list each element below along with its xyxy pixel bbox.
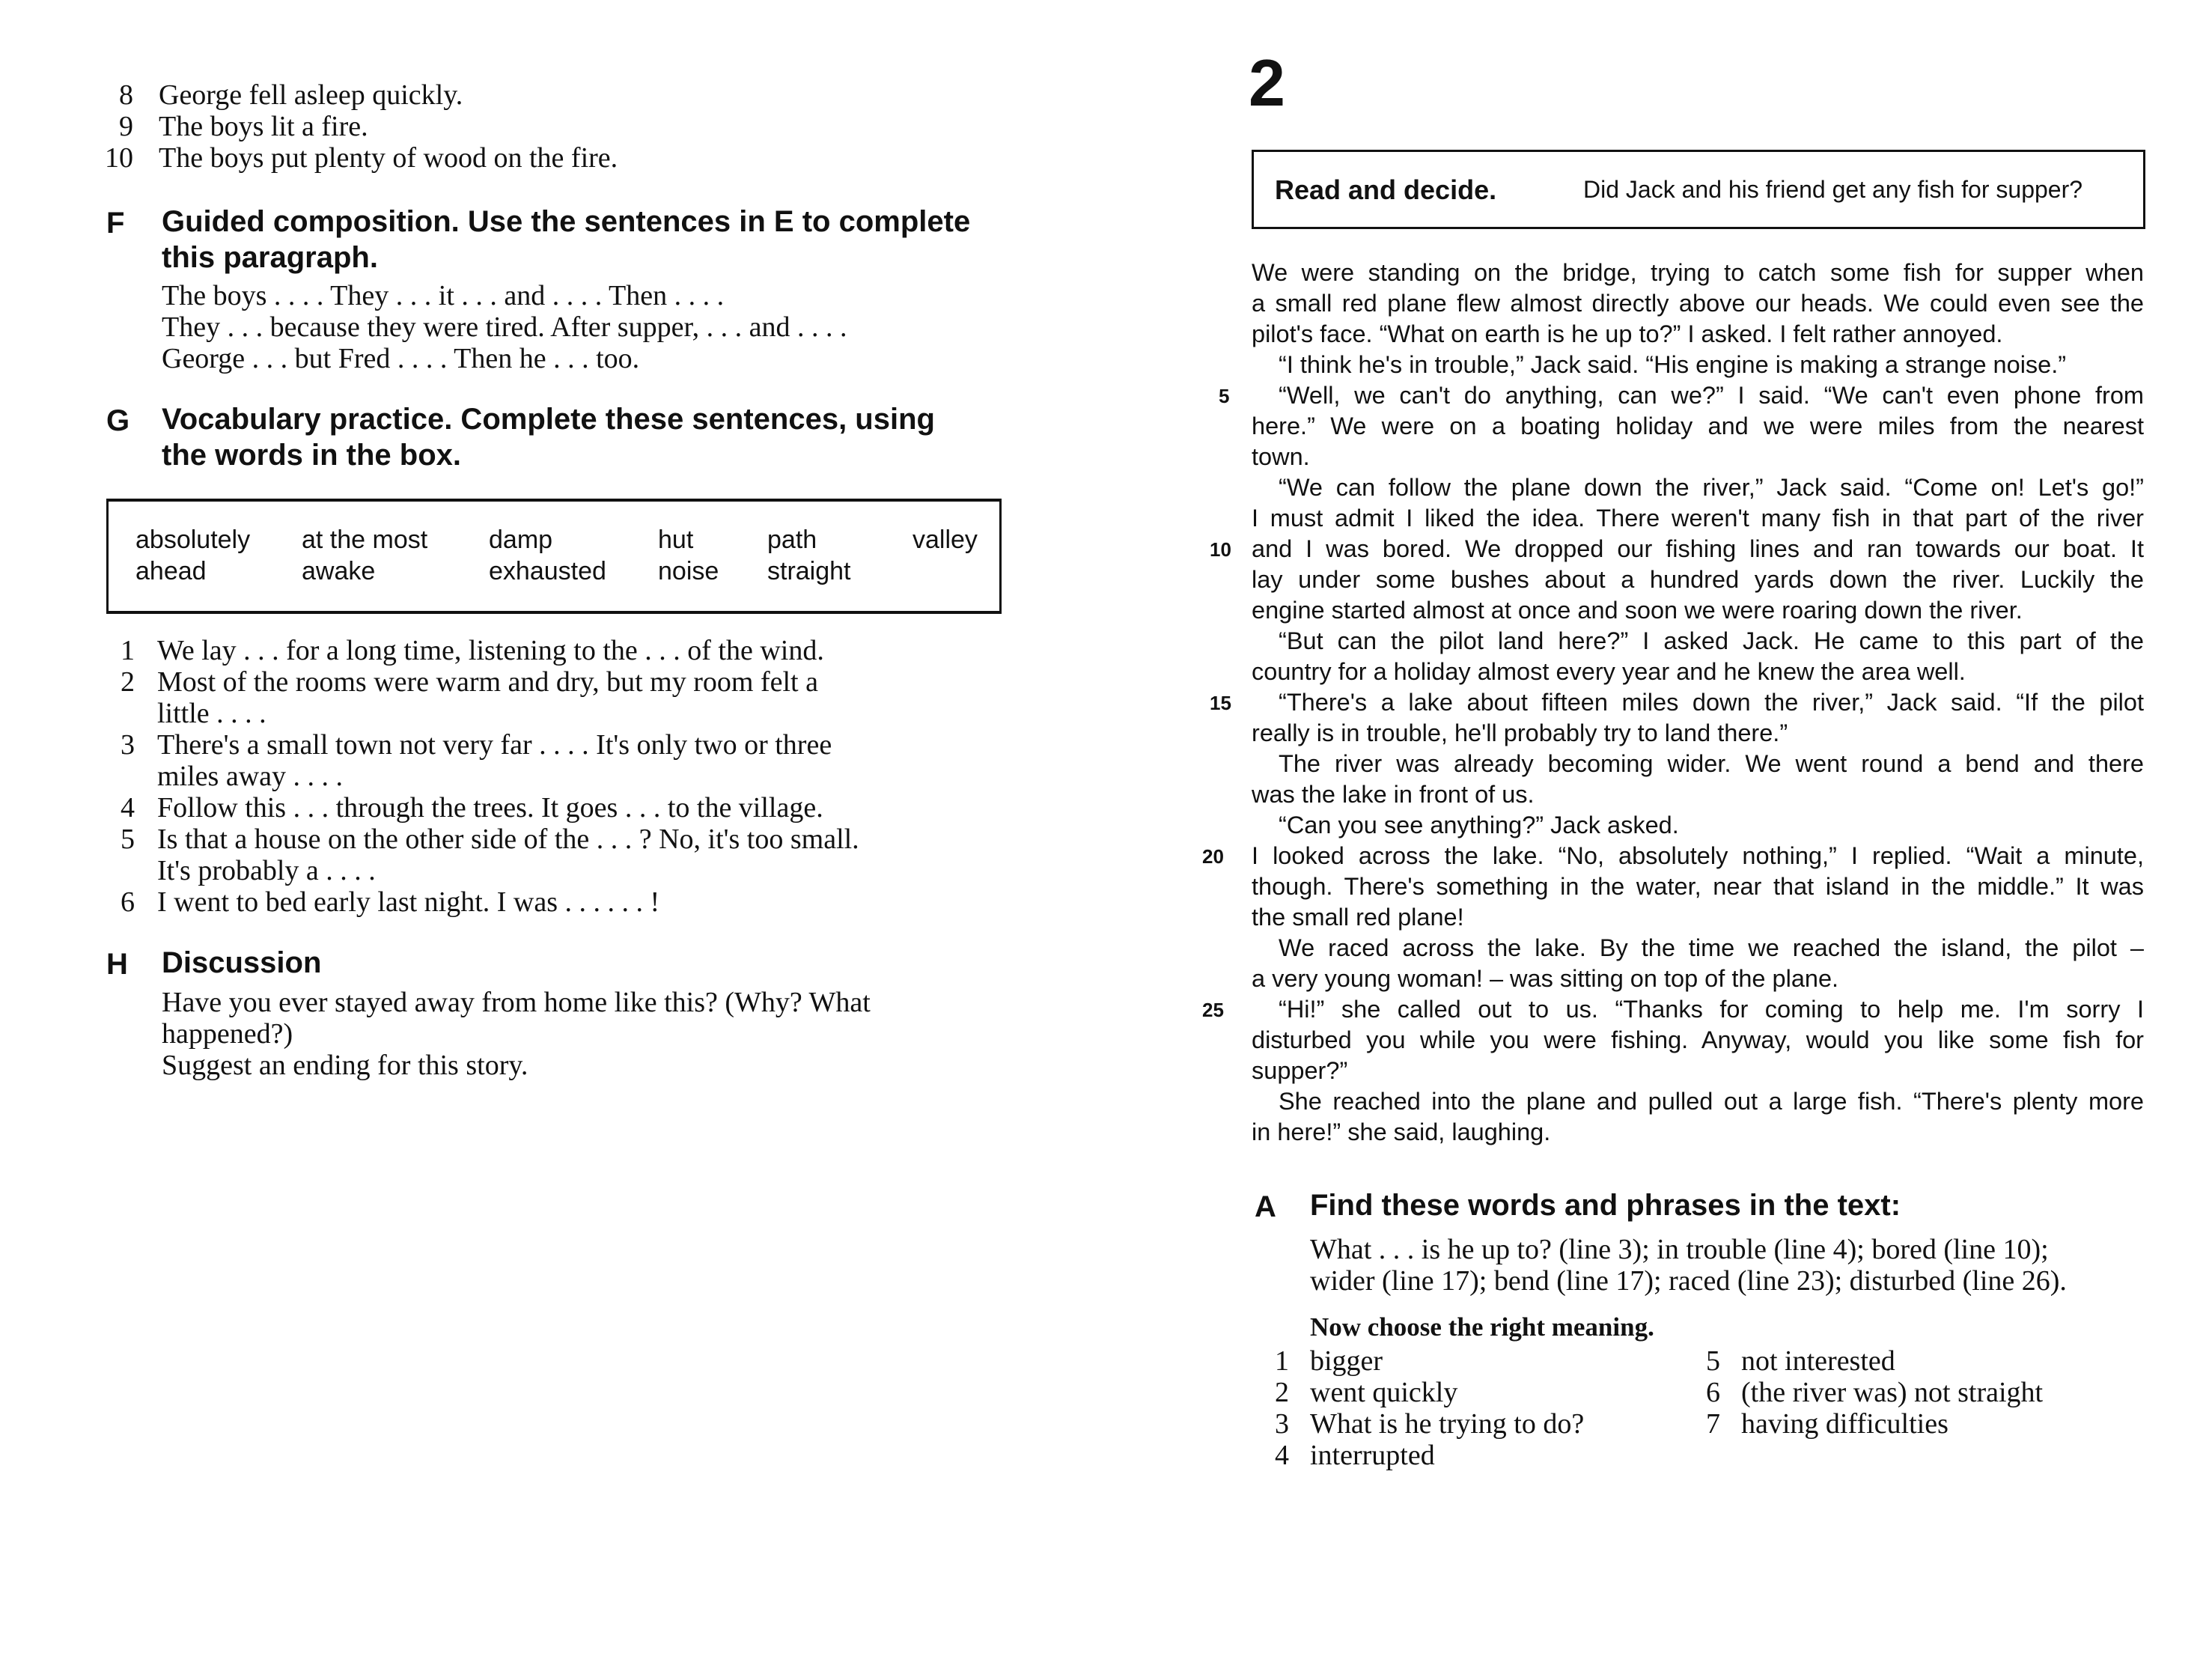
read-and-decide-label: Read and decide. bbox=[1275, 174, 1497, 205]
section-letter-g: G bbox=[106, 404, 130, 437]
item-number: 10 bbox=[105, 142, 133, 174]
vocab-word: ahead bbox=[135, 557, 207, 585]
story-line: pilot's face. “What on earth is he up to?” I asked. I felt rather annoyed. bbox=[1252, 320, 2003, 347]
line-number: 5 bbox=[1219, 385, 1230, 407]
story-line: We raced across the lake. By the time we reached the island, the pilot – bbox=[1279, 934, 2144, 961]
line-number: 10 bbox=[1210, 538, 1231, 561]
story-line: engine started almost at once and soon we were roaring down the river. bbox=[1252, 597, 2023, 624]
meaning-number: 1 bbox=[1275, 1345, 1289, 1377]
unit-number: 2 bbox=[1249, 46, 1285, 120]
left-page: 8 George fell asleep quickly. 9 The boys lit a fire. 10 The boys put plenty of wood on the fire. F Guided composition. Use the sentences in E to complete this paragraph. The boys . . . . They . . . it . . . and . . . . Then . . . . They . . . because they were tired. After supper, . . . and . . . . George . . . but Fred . . . . Then he . . . too. G Vocabulary practice. Complete these sentences, using the words in the box. absolutely at the most damp hut path valley ahead awake exhausted noise straight 1 We lay . . . for a long time, listening to the . . . of the wind. 2 Most of the rooms were warm and dry, but my room felt a little . . . . 3 There's a small town not very far . . . . It's only two or three miles away . . . . 4 Follow this . . . through the trees. It goes . . . to the village. 5 Is that a house on the other side of the . . . ? No, it's too small. It's probably a . . . . 6 I went to bed early last night. I was . . . . . . ! H Discussion Have you ever stayed away from home like this? (Why? What happened?) Suggest an ending for this story. bbox=[0, 0, 1100, 1662]
story-line: was the lake in front of us. bbox=[1252, 781, 1535, 808]
section-a-line-2: wider (line 17); bend (line 17); raced (line 23); disturbed (line 26). bbox=[1310, 1265, 2067, 1297]
section-a-title: Find these words and phrases in the text: bbox=[1310, 1189, 1901, 1222]
item-text: George fell asleep quickly. bbox=[159, 79, 463, 111]
story-line: really is in trouble, he'll probably try to land there.” bbox=[1252, 719, 1788, 746]
section-f-title: Guided composition. Use the sentences in E to complete this paragraph. bbox=[162, 205, 971, 274]
story-line: “Well, we can't do anything, can we?” I said. “We can't even phone from bbox=[1279, 382, 2144, 409]
item-text: The boys put plenty of wood on the fire. bbox=[159, 142, 618, 174]
vocab-word: path bbox=[767, 526, 817, 554]
line-number: 25 bbox=[1202, 999, 1224, 1021]
story-line: country for a holiday almost every year and he knew the area well. bbox=[1252, 658, 1966, 685]
story-line: “There's a lake about fifteen miles down the river,” Jack said. “If the pilot bbox=[1279, 689, 2144, 716]
meaning-text: bigger bbox=[1310, 1345, 1383, 1377]
section-a-line-1: What . . . is he up to? (line 3); in trouble (line 4); bored (line 10); bbox=[1310, 1234, 2049, 1265]
story-line: lay under some bushes about a hundred yards down the river. Luckily the bbox=[1252, 566, 2144, 593]
story-line: “I think he's in trouble,” Jack said. “His engine is making a strange noise.” bbox=[1279, 351, 2067, 378]
meaning-number: 5 bbox=[1706, 1345, 1720, 1377]
vocab-word: exhausted bbox=[489, 557, 606, 585]
line-number: 20 bbox=[1202, 845, 1224, 868]
meaning-text: What is he trying to do? bbox=[1310, 1408, 1585, 1440]
meaning-text: having difficulties bbox=[1741, 1408, 1949, 1440]
vocab-word: noise bbox=[658, 557, 719, 585]
meaning-number: 6 bbox=[1706, 1377, 1720, 1408]
story-line: in here!” she said, laughing. bbox=[1252, 1118, 1551, 1145]
story-line: “We can follow the plane down the river,” Jack said. “Come on! Let's go!” bbox=[1279, 474, 2144, 501]
vocab-word: hut bbox=[658, 526, 694, 554]
story-line: The river was already becoming wider. We went round a bend and there bbox=[1279, 750, 2144, 777]
right-page bbox=[1108, 0, 2212, 1662]
story-line: “Hi!” she called out to us. “Thanks for coming to help me. I'm sorry I bbox=[1279, 996, 2144, 1023]
section-a-subhead: Now choose the right meaning. bbox=[1310, 1312, 1654, 1342]
meaning-number: 2 bbox=[1275, 1377, 1289, 1408]
section-f-paragraph: The boys . . . . They . . . it . . . and . . . . Then . . . . They . . . because they were tired. After supper, . . . and . . . . George . . . but Fred . . . . Then he . . . too. bbox=[162, 280, 847, 374]
section-h-title: Discussion bbox=[162, 946, 322, 979]
vocabulary-box bbox=[106, 499, 1002, 614]
vocab-word: damp bbox=[489, 526, 553, 554]
section-letter-h: H bbox=[106, 948, 128, 981]
vocab-word: straight bbox=[767, 557, 851, 585]
section-g-title: Vocabulary practice. Complete these sentences, using the words in the box. bbox=[162, 403, 935, 472]
story-line: a small red plane flew almost directly above our heads. We could even see the bbox=[1252, 290, 2144, 317]
meaning-number: 3 bbox=[1275, 1408, 1289, 1440]
story-line: a very young woman! – was sitting on top of the plane. bbox=[1252, 965, 1839, 992]
item-text: The boys lit a fire. bbox=[159, 111, 368, 142]
meaning-text: went quickly bbox=[1310, 1377, 1458, 1408]
item-number: 8 bbox=[119, 79, 133, 111]
read-and-decide-box bbox=[1252, 150, 2145, 229]
section-letter-f: F bbox=[106, 207, 125, 240]
story-line: supper?” bbox=[1252, 1057, 1348, 1084]
story-line: the small red plane! bbox=[1252, 904, 1464, 931]
read-and-decide-question: Did Jack and his friend get any fish for supper? bbox=[1583, 176, 2083, 203]
line-number: 15 bbox=[1210, 692, 1231, 714]
story-line: though. There's something in the water, near that island in the middle.” It was bbox=[1252, 873, 2144, 900]
vocab-word: at the most bbox=[302, 526, 428, 554]
story-line: “Can you see anything?” Jack asked. bbox=[1279, 812, 1679, 838]
meaning-text: (the river was) not straight bbox=[1741, 1377, 2044, 1408]
story-line: She reached into the plane and pulled out a large fish. “There's plenty more bbox=[1279, 1088, 2144, 1115]
story-line: and I was bored. We dropped our fishing lines and ran towards our boat. It bbox=[1252, 535, 2144, 562]
story-line: I looked across the lake. “No, absolutely nothing,” I replied. “Wait a minute, bbox=[1252, 842, 2144, 869]
section-h-text: Have you ever stayed away from home like this? (Why? What happened?) Suggest an ending for this story. bbox=[162, 987, 871, 1081]
story-line: I must admit I liked the idea. There weren't many fish in that part of the river bbox=[1252, 505, 2144, 532]
story-line: town. bbox=[1252, 443, 1310, 470]
vocab-word: absolutely bbox=[135, 526, 251, 554]
meaning-number: 7 bbox=[1706, 1408, 1720, 1440]
story-line: here.” We were on a boating holiday and we were miles from the nearest bbox=[1252, 413, 2144, 439]
meaning-number: 4 bbox=[1275, 1440, 1289, 1471]
item-number: 9 bbox=[119, 111, 133, 142]
meaning-text: interrupted bbox=[1310, 1440, 1435, 1471]
story-line: We were standing on the bridge, trying to catch some fish for supper when bbox=[1252, 259, 2144, 286]
meaning-text: not interested bbox=[1741, 1345, 1895, 1377]
section-letter-a: A bbox=[1255, 1190, 1276, 1223]
vocab-word: valley bbox=[912, 526, 978, 554]
story-line: “But can the pilot land here?” I asked Jack. He came to this part of the bbox=[1279, 627, 2144, 654]
story-line: disturbed you while you were fishing. Anyway, would you like some fish for bbox=[1252, 1026, 2144, 1053]
vocab-word: awake bbox=[302, 557, 376, 585]
